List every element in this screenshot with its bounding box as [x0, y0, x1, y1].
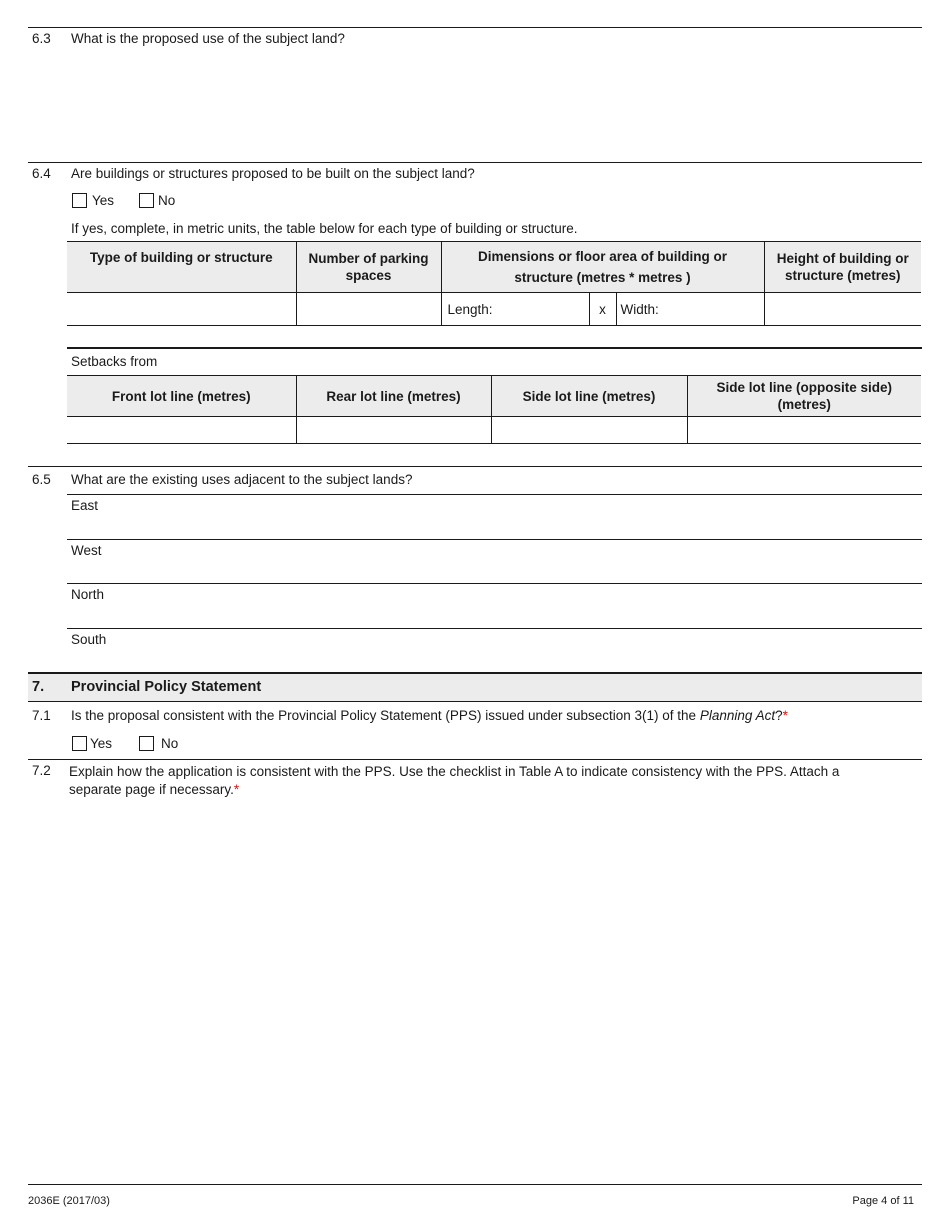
buildings-table	[67, 241, 921, 326]
east-label: East	[71, 498, 99, 513]
q6-3-text: What is the proposed use of the subject land?	[71, 31, 345, 46]
header-rear-lot: Rear lot line (metres)	[296, 376, 491, 417]
times-label: x	[599, 301, 606, 317]
divider-6-4	[28, 162, 922, 163]
q7-1-required-mark: *	[782, 708, 788, 723]
south-label: South	[71, 632, 107, 647]
footer-divider	[28, 1184, 922, 1185]
q6-4-text: Are buildings or structures proposed to be built on the subject land?	[71, 166, 475, 181]
header-side-lot-opposite: Side lot line (opposite side) (metres)	[687, 376, 921, 417]
cell-rear-lot[interactable]	[296, 417, 491, 444]
cell-side-lot-opposite[interactable]	[687, 417, 921, 444]
header-side-lot: Side lot line (metres)	[491, 376, 687, 417]
section-7-number: 7.	[32, 679, 45, 695]
footer-form-id: 2036E (2017/03)	[28, 1195, 110, 1207]
west-label: West	[71, 543, 102, 558]
q6-4-no-checkbox[interactable]	[139, 193, 154, 208]
section-7-title: Provincial Policy Statement	[71, 679, 262, 695]
q7-2-text	[69, 763, 889, 799]
q7-1-text-main: Is the proposal consistent with the Provincial Policy Statement (PPS) issued under subsection 3(1) of the	[71, 708, 700, 723]
cell-parking[interactable]	[296, 293, 441, 326]
divider-east	[67, 494, 922, 495]
divider-west	[67, 539, 922, 540]
q6-4-yes-checkbox[interactable]	[72, 193, 87, 208]
width-label: Width:	[620, 301, 659, 317]
header-parking: Number of parking spaces	[296, 242, 441, 293]
q7-1-number: 7.1	[32, 708, 51, 723]
header-dimensions: Dimensions or floor area of building or structure (metres * metres )	[441, 242, 764, 293]
q6-4-number: 6.4	[32, 166, 51, 181]
cell-building-type[interactable]	[67, 293, 296, 326]
q6-3-answer-area[interactable]	[71, 52, 921, 160]
q6-5-number: 6.5	[32, 472, 51, 487]
setbacks-label: Setbacks from	[71, 354, 158, 369]
q7-2-required-mark: *	[233, 782, 240, 797]
setbacks-table	[67, 375, 921, 444]
footer-page-number: Page 4 of 11	[852, 1195, 914, 1207]
cell-width[interactable]	[616, 293, 764, 326]
cell-side-lot[interactable]	[491, 417, 687, 444]
divider-north	[67, 583, 922, 584]
header-height: Height of building or structure (metres)	[764, 242, 921, 293]
q7-1-yes-label: Yes	[90, 736, 113, 751]
q7-1-yes-checkbox[interactable]	[72, 736, 87, 751]
cell-length[interactable]	[441, 293, 589, 326]
q7-1-act: Planning Act	[699, 708, 776, 723]
q6-3-number: 6.3	[32, 31, 51, 46]
q6-4-yes-label: Yes	[92, 193, 115, 208]
divider-south	[67, 628, 922, 629]
q6-4-no-label: No	[158, 193, 176, 208]
setbacks-divider	[67, 347, 922, 349]
q6-4-instruction: If yes, complete, in metric units, the table below for each type of building or structure.	[71, 221, 578, 236]
q7-2-answer-area[interactable]	[69, 805, 921, 1175]
length-label: Length:	[447, 301, 493, 317]
section-7-header	[28, 672, 922, 702]
q7-2-number: 7.2	[32, 763, 51, 778]
header-building-type: Type of building or structure	[67, 242, 296, 293]
header-front-lot: Front lot line (metres)	[67, 376, 296, 417]
cell-front-lot[interactable]	[67, 417, 296, 444]
q7-1-no-label: No	[161, 736, 179, 751]
q7-1-text	[71, 708, 788, 723]
q7-2-text-main: Explain how the application is consistent with the PPS. Use the checklist in Table A to indicate consistency with the PPS. Attach a separate page if necessary.	[69, 764, 840, 797]
q7-1-no-checkbox[interactable]	[139, 736, 154, 751]
divider-top	[28, 27, 922, 28]
cell-x	[589, 293, 616, 326]
divider-6-5	[28, 466, 922, 467]
q7-1-suffix: ?	[775, 708, 783, 723]
q6-5-text: What are the existing uses adjacent to the subject lands?	[71, 472, 413, 487]
cell-height[interactable]	[764, 293, 921, 326]
north-label: North	[71, 587, 105, 602]
divider-7-2	[28, 759, 922, 760]
